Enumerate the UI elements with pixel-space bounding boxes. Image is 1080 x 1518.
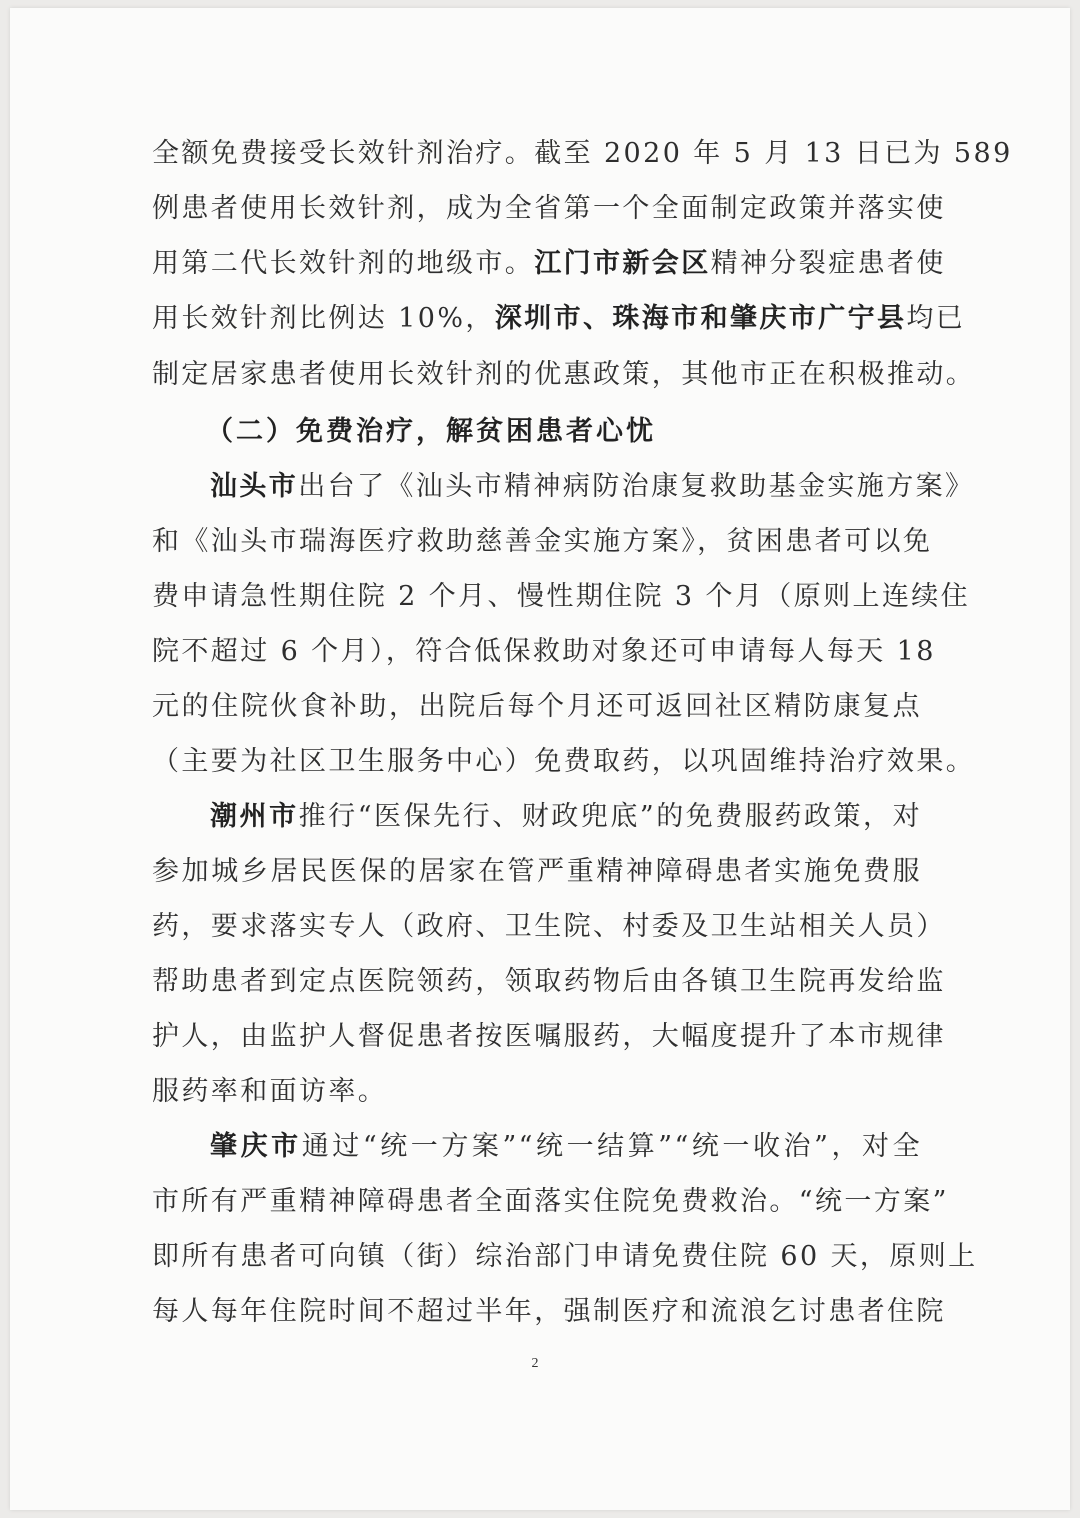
paragraph-line — [152, 299, 966, 339]
bold-city-name: 汕头市 — [210, 471, 299, 502]
paragraph-line: （主要为社区卫生服务中心）免费取药，以巩固维持治疗效果。 — [152, 746, 976, 777]
paragraph-line: 制定居家患者使用长效针剂的优惠政策，其他市正在积极推动。 — [152, 359, 976, 390]
text-run: 推行“医保先行、财政兜底”的免费服药政策，对 — [298, 801, 922, 832]
bold-city-name: 肇庆市 — [210, 1131, 302, 1162]
paragraph-line: 例患者使用长效针剂，成为全省第一个全面制定政策并落实使 — [152, 193, 946, 224]
paragraph-line — [152, 244, 946, 284]
paragraph-line: 每人每年住院时间不超过半年，强制医疗和流浪乞讨患者住院 — [152, 1296, 946, 1327]
paragraph-line: 帮助患者到定点医院领药，领取药物后由各镇卫生院再发给监 — [152, 966, 946, 997]
text-run: 精神分裂症患者使 — [710, 248, 946, 279]
text-run: 均已 — [906, 303, 966, 334]
text-run: 通过“统一方案”“统一结算”“统一收治”，对全 — [301, 1131, 922, 1162]
paragraph-line: 元的住院伙食补助，出院后每个月还可返回社区精防康复点 — [152, 691, 922, 722]
paragraph-line — [210, 797, 922, 837]
paragraph-line: 院不超过 6 个月），符合低保救助对象还可申请每人每天 18 — [152, 636, 936, 667]
bold-city-name: 深圳市、珠海市和肇庆市广宁县 — [494, 303, 907, 334]
paragraph-line: 护人，由监护人督促患者按医嘱服药，大幅度提升了本市规律 — [152, 1021, 946, 1052]
paragraph-line: 费申请急性期住院 2 个月、慢性期住院 3 个月（原则上连续住 — [152, 581, 971, 612]
text-run: 用长效针剂比例达 10%， — [152, 303, 495, 334]
paragraph-line: 和《汕头市瑞海医疗救助慈善金实施方案》，贫困患者可以免 — [152, 526, 933, 557]
text-run: 出台了《汕头市精神病防治康复救助基金实施方案》 — [298, 471, 975, 502]
section-heading: （二）免费治疗，解贫困患者心忧 — [206, 416, 656, 447]
paragraph-line: 市所有严重精神障碍患者全面落实住院免费救治。“统一方案” — [152, 1186, 949, 1217]
bold-city-name: 潮州市 — [210, 801, 299, 832]
paragraph-line — [210, 1127, 922, 1167]
bold-city-name: 江门市新会区 — [534, 248, 711, 279]
page-number: 2 — [531, 1356, 539, 1371]
paragraph-line — [210, 467, 975, 507]
text-run: 用第二代长效针剂的地级市。 — [152, 248, 535, 279]
paragraph-line: 服药率和面访率。 — [152, 1076, 388, 1107]
paragraph-line: 全额免费接受长效针剂治疗。截至 2020 年 5 月 13 日已为 589 — [152, 138, 1013, 169]
paragraph-line: 参加城乡居民医保的居家在管严重精神障碍患者实施免费服 — [152, 856, 922, 887]
paragraph-line: 即所有患者可向镇（街）综治部门申请免费住院 60 天，原则上 — [152, 1241, 978, 1272]
paragraph-line: 药，要求落实专人（政府、卫生院、村委及卫生站相关人员） — [152, 911, 946, 942]
